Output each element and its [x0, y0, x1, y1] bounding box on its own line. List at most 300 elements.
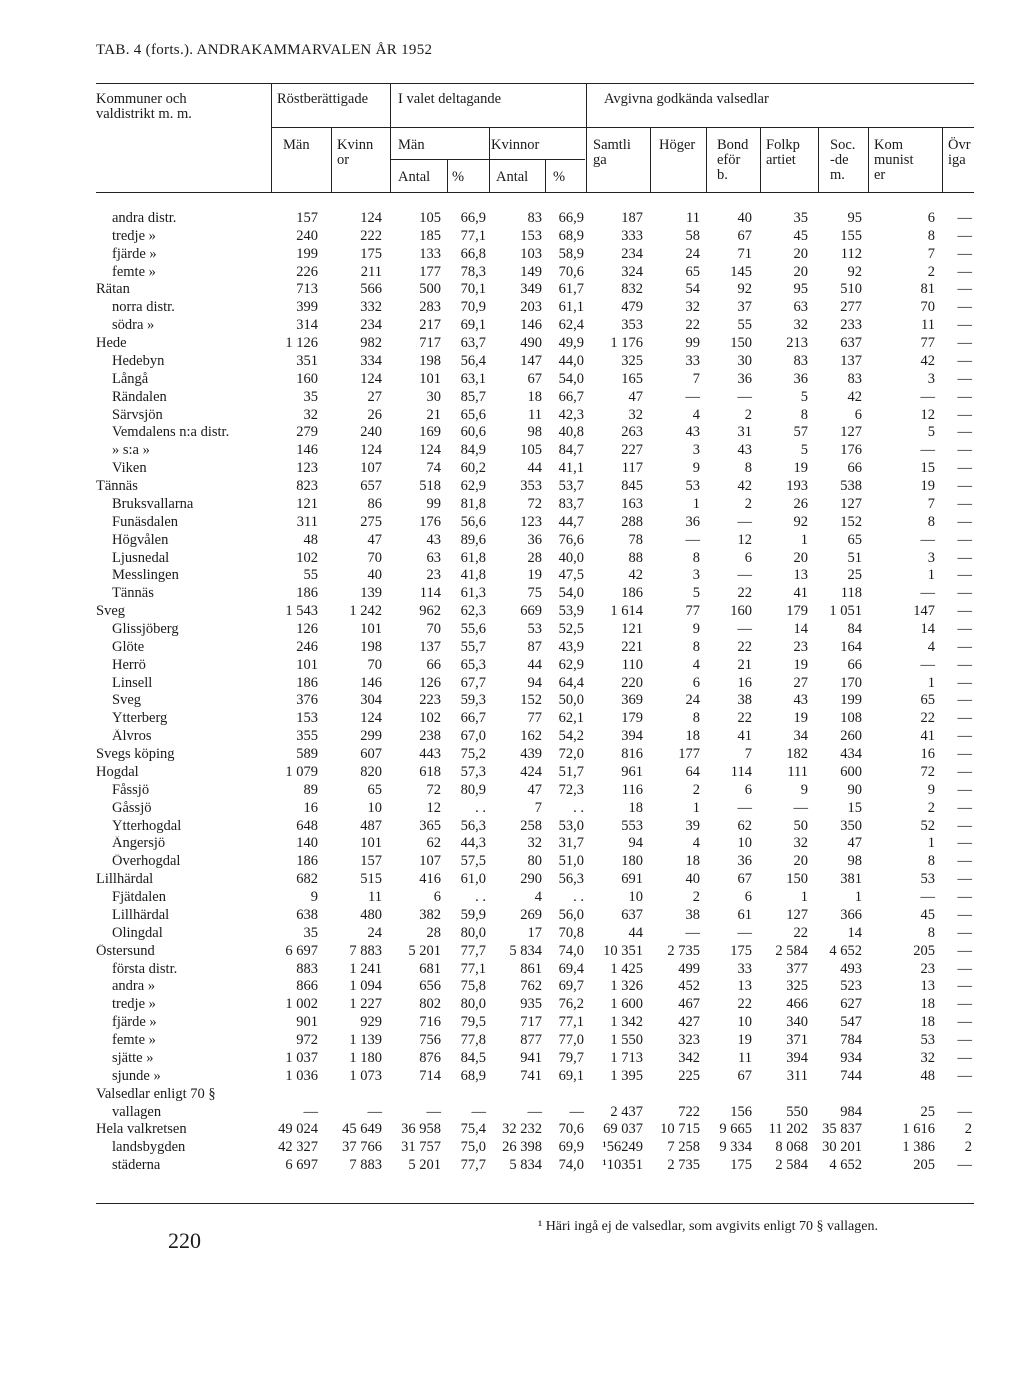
vrule-3	[390, 83, 391, 192]
table-cell: 62	[737, 818, 752, 834]
table-cell: 53,9	[558, 603, 584, 619]
table-cell: 77,7	[460, 943, 486, 959]
table-cell: 5 201	[408, 943, 441, 959]
table-cell: 78	[628, 532, 643, 548]
table-cell: 15	[920, 460, 935, 476]
table-cell: 110	[621, 657, 643, 673]
table-cell: 876	[419, 1050, 441, 1066]
table-cell: 61,0	[460, 871, 486, 887]
table-cell: 349	[520, 281, 542, 297]
table-cell: 11 202	[768, 1121, 808, 1137]
table-cell: 424	[520, 764, 542, 780]
table-cell: 11	[921, 317, 935, 333]
table-cell: 10 351	[603, 943, 643, 959]
table-cell: —	[685, 532, 700, 548]
table-cell: 33	[737, 961, 752, 977]
table-cell: 95	[793, 281, 808, 297]
table-cell: —	[957, 1104, 972, 1120]
table-cell: 15	[847, 800, 862, 816]
table-cell: 42	[737, 478, 752, 494]
table-cell: 4	[927, 639, 935, 655]
header-kvinnor: Kvinnor	[337, 137, 374, 168]
table-cell: 51,7	[558, 764, 584, 780]
table-cell: —	[957, 424, 972, 440]
table-cell: 6	[744, 782, 752, 798]
table-cell: 845	[621, 478, 643, 494]
row-label: Östersund	[96, 944, 155, 959]
table-cell: 36 958	[401, 1121, 441, 1137]
table-cell: 941	[520, 1050, 542, 1066]
table-cell: 198	[360, 639, 382, 655]
table-cell: 382	[419, 907, 441, 923]
table-cell: 14	[847, 925, 862, 941]
table-cell: 53	[527, 621, 542, 637]
table-cell: 371	[786, 1032, 808, 1048]
header-avgivna: Avgivna godkända valsedlar	[604, 91, 769, 107]
table-cell: 6	[744, 889, 752, 905]
table-cell: 164	[840, 639, 862, 655]
table-cell: 147	[913, 603, 935, 619]
table-cell: 8	[927, 853, 935, 869]
table-cell: 72	[527, 496, 542, 512]
table-cell: 69,4	[558, 961, 584, 977]
table-cell: 69 037	[603, 1121, 643, 1137]
table-cell: 5	[927, 424, 935, 440]
header-folk: Folkpartiet	[766, 137, 800, 168]
table-cell: 929	[360, 1014, 382, 1030]
table-cell: 94	[628, 835, 643, 851]
table-cell: 58,9	[558, 246, 584, 262]
table-cell: —	[920, 585, 935, 601]
table-cell: 260	[840, 728, 862, 744]
table-cell: 61,7	[558, 281, 584, 297]
table-cell: 35	[303, 925, 318, 941]
table-cell: 5 201	[408, 1157, 441, 1173]
table-cell: —	[957, 389, 972, 405]
table-cell: 40	[737, 210, 752, 226]
table-cell: 325	[621, 353, 643, 369]
table-cell: 146	[520, 317, 542, 333]
table-cell: —	[303, 1104, 318, 1120]
table-cell: 74,0	[558, 943, 584, 959]
table-cell: 637	[621, 907, 643, 923]
table-cell: 98	[527, 424, 542, 440]
table-cell: —	[920, 389, 935, 405]
table-cell: 11	[738, 1050, 752, 1066]
table-cell: 682	[296, 871, 318, 887]
table-cell: —	[737, 621, 752, 637]
table-cell: 1 180	[349, 1050, 382, 1066]
table-cell: 8	[692, 550, 700, 566]
table-cell: 14	[793, 621, 808, 637]
table-cell: —	[957, 818, 972, 834]
table-cell: 10	[737, 1014, 752, 1030]
row-label: norra distr.	[112, 300, 175, 315]
table-cell: 77,1	[460, 228, 486, 244]
table-cell: 233	[840, 317, 862, 333]
table-cell: 32	[527, 835, 542, 851]
table-cell: 88	[628, 550, 643, 566]
table-cell: 44	[628, 925, 643, 941]
table-cell: 1	[927, 675, 935, 691]
table-cell: 32	[303, 407, 318, 423]
table-cell: —	[957, 442, 972, 458]
header-procent-kvinnor: %	[553, 169, 566, 185]
table-cell: 1 326	[610, 978, 643, 994]
table-cell: 1 036	[285, 1068, 318, 1084]
table-cell: 1	[927, 835, 935, 851]
table-cell: 57,3	[460, 764, 486, 780]
row-label: Lillhärdal	[96, 872, 154, 887]
table-cell: 186	[296, 853, 318, 869]
table-cell: 7	[927, 246, 935, 262]
table-cell: —	[957, 978, 972, 994]
table-cell: 11	[528, 407, 542, 423]
table-cell: 353	[520, 478, 542, 494]
table-cell: 8	[692, 710, 700, 726]
table-cell: —	[426, 1104, 441, 1120]
row-label: Hela valkretsen	[96, 1122, 187, 1137]
table-cell: 47,5	[558, 567, 584, 583]
table-cell: —	[957, 407, 972, 423]
table-cell: —	[957, 871, 972, 887]
vrule-12	[868, 127, 869, 192]
table-cell: 75,8	[460, 978, 486, 994]
table-cell: 3	[692, 567, 700, 583]
table-cell: —	[737, 514, 752, 530]
header-bonde: Bondeförb.	[717, 137, 749, 183]
table-cell: 177	[678, 746, 700, 762]
table-cell: 66	[426, 657, 441, 673]
table-cell: 30	[737, 353, 752, 369]
table-cell: 366	[840, 907, 862, 923]
table-cell: 31	[737, 424, 752, 440]
table-cell: 1 139	[349, 1032, 382, 1048]
table-cell: 240	[296, 228, 318, 244]
table-cell: 2 584	[775, 943, 808, 959]
row-label: Långå	[112, 372, 149, 387]
table-cell: 9	[692, 460, 700, 476]
table-cell: 13	[920, 978, 935, 994]
table-cell: 716	[419, 1014, 441, 1030]
table-cell: 60,6	[460, 424, 486, 440]
table-cell: 84,9	[460, 442, 486, 458]
table-cell: 162	[520, 728, 542, 744]
table-cell: 9	[927, 782, 935, 798]
table-cell: 114	[730, 764, 752, 780]
table-cell: . .	[475, 800, 486, 816]
table-cell: 53,0	[558, 818, 584, 834]
table-cell: 75,0	[460, 1139, 486, 1155]
table-cell: 56,3	[558, 871, 584, 887]
table-cell: 56,3	[460, 818, 486, 834]
table-cell: 1 241	[349, 961, 382, 977]
table-cell: 76,2	[558, 996, 584, 1012]
table-cell: 866	[296, 978, 318, 994]
table-cell: 176	[840, 442, 862, 458]
table-cell: 79,5	[460, 1014, 486, 1030]
table-cell: 14	[920, 621, 935, 637]
table-cell: 434	[840, 746, 862, 762]
table-cell: 89	[303, 782, 318, 798]
table-cell: 2	[692, 782, 700, 798]
table-cell: 101	[360, 621, 382, 637]
table-cell: 7 258	[667, 1139, 700, 1155]
table-cell: 47	[628, 389, 643, 405]
table-cell: 81,8	[460, 496, 486, 512]
table-cell: 57	[793, 424, 808, 440]
table-cell: 24	[685, 246, 700, 262]
header-ovriga: Övriga	[948, 137, 971, 168]
table-cell: 26 398	[502, 1139, 542, 1155]
table-cell: 550	[786, 1104, 808, 1120]
table-cell: 140	[296, 835, 318, 851]
table-cell: 186	[296, 585, 318, 601]
row-label: Glissjöberg	[112, 622, 179, 637]
table-cell: —	[957, 1068, 972, 1084]
table-cell: 18	[685, 853, 700, 869]
table-cell: 92	[847, 264, 862, 280]
table-cell: 19	[793, 460, 808, 476]
table-cell: 42 327	[278, 1139, 318, 1155]
table-cell: 1	[692, 496, 700, 512]
table-cell: ¹10351	[602, 1157, 643, 1173]
table-cell: —	[957, 585, 972, 601]
table-cell: 86	[367, 496, 382, 512]
table-cell: 283	[419, 299, 441, 315]
table-cell: 69,1	[558, 1068, 584, 1084]
table-cell: 7 883	[349, 943, 382, 959]
table-cell: 22	[793, 925, 808, 941]
table-cell: 64	[685, 764, 700, 780]
table-cell: 45	[920, 907, 935, 923]
table-cell: —	[920, 657, 935, 673]
table-cell: 3	[927, 371, 935, 387]
table-cell: 290	[520, 871, 542, 887]
table-cell: 351	[296, 353, 318, 369]
table-cell: 126	[296, 621, 318, 637]
row-label: Fåssjö	[112, 783, 150, 798]
table-cell: 1 051	[829, 603, 862, 619]
table-cell: 365	[419, 818, 441, 834]
table-cell: 107	[419, 853, 441, 869]
table-cell: 35	[303, 389, 318, 405]
table-cell: 5 834	[509, 943, 542, 959]
table-cell: 518	[419, 478, 441, 494]
table-cell: 238	[419, 728, 441, 744]
table-cell: 4	[534, 889, 542, 905]
row-label: sjätte »	[112, 1051, 154, 1066]
table-cell: 8	[927, 514, 935, 530]
table-cell: —	[957, 496, 972, 512]
table-cell: 77	[685, 603, 700, 619]
table-cell: 61,3	[460, 585, 486, 601]
table-cell: —	[737, 800, 752, 816]
table-cell: 5	[800, 442, 808, 458]
table-cell: 108	[840, 710, 862, 726]
table-cell: 982	[360, 335, 382, 351]
table-cell: 83,7	[558, 496, 584, 512]
table-cell: 63	[426, 550, 441, 566]
table-cell: 44,3	[460, 835, 486, 851]
table-cell: —	[957, 889, 972, 905]
page-number: 220	[168, 1228, 201, 1253]
row-label: Överhogdal	[112, 854, 181, 869]
table-cell: 618	[419, 764, 441, 780]
table-cell: 36	[793, 371, 808, 387]
table-cell: 66	[847, 657, 862, 673]
row-label: Tännäs	[96, 479, 138, 494]
table-cell: 275	[360, 514, 382, 530]
table-cell: 187	[621, 210, 643, 226]
table-cell: 26	[367, 407, 382, 423]
table-cell: —	[471, 1104, 486, 1120]
table-cell: 627	[840, 996, 862, 1012]
table-cell: 1 386	[902, 1139, 935, 1155]
table-cell: 163	[621, 496, 643, 512]
header-hoger: Höger	[659, 137, 696, 153]
table-cell: 32	[628, 407, 643, 423]
header-valet-kvinnor: Kvinnor	[491, 137, 540, 153]
table-cell: 22	[737, 996, 752, 1012]
vrule-13	[942, 127, 943, 192]
table-cell: 56,0	[558, 907, 584, 923]
table-cell: 155	[840, 228, 862, 244]
table-cell: 1 543	[285, 603, 318, 619]
table-cell: 394	[621, 728, 643, 744]
table-cell: —	[957, 996, 972, 1012]
table-cell: 62,1	[558, 710, 584, 726]
table-cell: 61,8	[460, 550, 486, 566]
table-cell: —	[685, 925, 700, 941]
table-cell: 11	[368, 889, 382, 905]
table-cell: 226	[296, 264, 318, 280]
table-cell: 77	[527, 710, 542, 726]
table-cell: 25	[847, 567, 862, 583]
table-cell: 6	[744, 550, 752, 566]
table-cell: —	[957, 228, 972, 244]
table-cell: —	[957, 532, 972, 548]
table-cell: 41	[920, 728, 935, 744]
table-cell: —	[957, 746, 972, 762]
row-label: Fjätdalen	[112, 890, 166, 905]
table-cell: 65	[920, 692, 935, 708]
table-cell: 180	[621, 853, 643, 869]
table-cell: . .	[573, 800, 584, 816]
table-cell: 972	[296, 1032, 318, 1048]
table-cell: 22	[920, 710, 935, 726]
table-cell: —	[957, 317, 972, 333]
table-cell: 72	[426, 782, 441, 798]
row-label: tredje »	[112, 997, 156, 1012]
table-cell: 67,0	[460, 728, 486, 744]
table-cell: 722	[678, 1104, 700, 1120]
table-cell: 70	[426, 621, 441, 637]
table-cell: 263	[621, 424, 643, 440]
table-cell: —	[957, 782, 972, 798]
table-cell: 314	[296, 317, 318, 333]
table-cell: 150	[786, 871, 808, 887]
table-cell: 16	[737, 675, 752, 691]
row-label: Hedebyn	[112, 354, 165, 369]
table-cell: 333	[621, 228, 643, 244]
table-cell: 45 649	[342, 1121, 382, 1137]
table-cell: 12	[920, 407, 935, 423]
table-cell: 67	[737, 1068, 752, 1084]
table-cell: —	[957, 371, 972, 387]
table-cell: 21	[737, 657, 752, 673]
table-cell: 126	[419, 675, 441, 691]
row-label: tredje »	[112, 229, 156, 244]
table-cell: 6	[433, 889, 441, 905]
table-cell: —	[957, 1032, 972, 1048]
table-cell: 170	[840, 675, 862, 691]
table-cell: 324	[621, 264, 643, 280]
table-cell: 70,1	[460, 281, 486, 297]
table-cell: 48	[303, 532, 318, 548]
table-cell: —	[957, 550, 972, 566]
table-cell: —	[685, 389, 700, 405]
table-cell: 487	[360, 818, 382, 834]
table-cell: 500	[419, 281, 441, 297]
table-cell: 40	[367, 567, 382, 583]
table-cell: 741	[520, 1068, 542, 1084]
table-cell: 42	[920, 353, 935, 369]
table-cell: 67	[737, 871, 752, 887]
table-cell: 165	[621, 371, 643, 387]
table-cell: 198	[419, 353, 441, 369]
row-label: » s:a »	[112, 443, 150, 458]
table-cell: 157	[296, 210, 318, 226]
table-cell: 18	[527, 389, 542, 405]
table-cell: 2	[744, 496, 752, 512]
table-cell: 861	[520, 961, 542, 977]
table-cell: 20	[793, 264, 808, 280]
table-cell: 182	[786, 746, 808, 762]
table-cell: 9 334	[719, 1139, 752, 1155]
table-cell: 43	[737, 442, 752, 458]
table-cell: 32	[685, 299, 700, 315]
table-cell: 323	[678, 1032, 700, 1048]
table-cell: 99	[426, 496, 441, 512]
table-cell: 156	[730, 1104, 752, 1120]
table-cell: 153	[520, 228, 542, 244]
header-soc: Soc.-dem.	[830, 137, 856, 183]
table-cell: 28	[527, 550, 542, 566]
table-cell: 19	[793, 710, 808, 726]
table-cell: 2	[692, 889, 700, 905]
row-label: Linsell	[112, 676, 153, 691]
page-title: TAB. 4 (forts.). ANDRAKAMMARVALEN ÅR 1952	[96, 42, 433, 58]
table-cell: 802	[419, 996, 441, 1012]
table-cell: 199	[296, 246, 318, 262]
row-label: fjärde »	[112, 1015, 157, 1030]
table-cell: 538	[840, 478, 862, 494]
row-label: Viken	[112, 461, 147, 476]
table-cell: 47	[527, 782, 542, 798]
table-cell: 87	[527, 639, 542, 655]
table-cell: 7	[534, 800, 542, 816]
row-label: vallagen	[112, 1105, 162, 1120]
table-cell: 48	[920, 1068, 935, 1084]
table-cell: 65,3	[460, 657, 486, 673]
table-cell: 30	[426, 389, 441, 405]
table-cell: 66,8	[460, 246, 486, 262]
header-kommuner: Kommuner och valdistrikt m. m.	[96, 91, 192, 122]
table-cell: 65	[685, 264, 700, 280]
table-cell: —	[957, 961, 972, 977]
table-cell: 75,2	[460, 746, 486, 762]
